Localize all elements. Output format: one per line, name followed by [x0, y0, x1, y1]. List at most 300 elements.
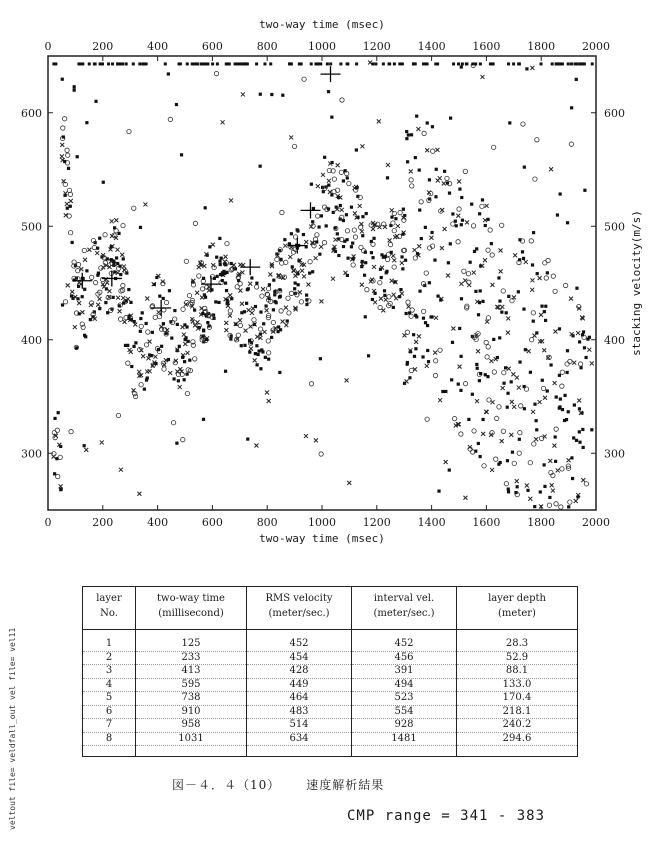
- semblance-marker: [116, 296, 120, 300]
- semblance-marker: [507, 367, 511, 371]
- semblance-marker: [262, 322, 265, 325]
- semblance-marker: [392, 229, 396, 233]
- semblance-marker: [218, 237, 221, 240]
- x-tick-label-top: 600: [201, 40, 223, 53]
- semblance-marker: [476, 349, 480, 353]
- semblance-marker: [485, 320, 489, 324]
- semblance-marker: [347, 181, 351, 185]
- semblance-marker: [312, 207, 315, 210]
- semblance-marker: [228, 309, 232, 313]
- semblance-marker: [574, 499, 578, 503]
- semblance-marker: [154, 362, 157, 365]
- semblance-marker: [299, 300, 303, 304]
- semblance-marker: [417, 334, 421, 338]
- semblance-marker: [391, 221, 395, 225]
- semblance-marker: [457, 179, 461, 183]
- semblance-marker: [535, 331, 538, 334]
- semblance-marker: [133, 320, 136, 323]
- semblance-marker: [377, 119, 381, 123]
- semblance-marker: [500, 439, 504, 443]
- semblance-marker: [120, 253, 124, 257]
- semblance-marker: [139, 317, 142, 320]
- semblance-marker: [330, 116, 333, 119]
- semblance-marker: [336, 232, 339, 235]
- semblance-marker: [255, 62, 258, 65]
- column-layer-depth: [457, 630, 578, 757]
- semblance-marker: [458, 327, 461, 330]
- semblance-marker: [444, 460, 448, 464]
- semblance-marker: [398, 295, 401, 298]
- table-cell: 6: [83, 706, 135, 720]
- semblance-marker: [141, 354, 145, 358]
- semblance-marker: [268, 283, 271, 286]
- semblance-marker: [457, 207, 461, 211]
- semblance-marker: [548, 496, 551, 499]
- semblance-marker: [499, 248, 503, 252]
- semblance-marker: [122, 257, 125, 260]
- semblance-marker: [379, 297, 383, 301]
- semblance-marker: [319, 245, 323, 249]
- semblance-marker: [251, 306, 255, 310]
- semblance-marker: [214, 71, 218, 75]
- semblance-marker: [400, 255, 403, 258]
- semblance-marker: [224, 321, 228, 325]
- semblance-marker: [542, 348, 546, 352]
- semblance-marker: [311, 220, 314, 223]
- semblance-marker: [145, 62, 148, 65]
- semblance-marker: [358, 225, 362, 229]
- semblance-marker: [499, 223, 503, 227]
- semblance-marker: [359, 245, 363, 249]
- semblance-marker: [469, 261, 472, 264]
- semblance-marker: [145, 297, 149, 301]
- semblance-marker: [121, 223, 125, 227]
- semblance-marker: [236, 333, 240, 337]
- column-rms-velocity: [247, 630, 352, 757]
- semblance-marker: [289, 291, 293, 295]
- semblance-marker: [529, 239, 533, 243]
- semblance-marker: [465, 220, 469, 224]
- semblance-marker: [107, 289, 111, 293]
- semblance-marker: [406, 160, 409, 163]
- x-tick-label-top: 1200: [362, 40, 391, 53]
- semblance-marker: [412, 333, 415, 336]
- semblance-marker: [372, 237, 375, 240]
- semblance-marker: [494, 457, 498, 461]
- semblance-marker: [272, 279, 275, 282]
- semblance-marker: [518, 360, 521, 363]
- semblance-marker: [361, 234, 364, 237]
- semblance-marker: [572, 436, 575, 439]
- semblance-marker: [175, 442, 178, 445]
- x-tick-label-bottom: 1000: [308, 516, 336, 529]
- table-cell: 428: [247, 665, 351, 679]
- semblance-marker: [55, 428, 59, 432]
- semblance-marker: [402, 333, 406, 337]
- semblance-marker: [240, 344, 243, 347]
- semblance-marker: [127, 129, 131, 133]
- semblance-marker: [559, 505, 563, 509]
- table-cell: 456: [352, 652, 456, 666]
- semblance-marker: [463, 496, 467, 500]
- semblance-marker: [538, 400, 542, 404]
- semblance-marker: [101, 62, 104, 65]
- semblance-marker: [371, 256, 374, 259]
- velocity-pick: [151, 300, 171, 316]
- semblance-marker: [553, 381, 557, 385]
- semblance-marker: [96, 247, 99, 250]
- semblance-marker: [122, 264, 126, 268]
- semblance-marker: [558, 405, 561, 408]
- semblance-marker: [501, 289, 505, 293]
- semblance-marker: [478, 301, 481, 304]
- semblance-marker: [449, 242, 452, 245]
- semblance-marker: [238, 318, 242, 322]
- semblance-marker: [132, 62, 135, 65]
- semblance-marker: [224, 255, 228, 259]
- semblance-marker: [94, 100, 97, 103]
- x-tick-label-top: 1000: [308, 40, 336, 53]
- header-interval-vel: interval vel. (meter/sec.): [352, 587, 457, 630]
- semblance-marker: [443, 227, 447, 231]
- semblance-marker: [355, 62, 358, 65]
- semblance-marker: [472, 271, 476, 275]
- x-tick-label-top: 1600: [472, 40, 501, 53]
- header-rms-velocity: RMS velocity (meter/sec.): [247, 587, 352, 630]
- semblance-marker: [83, 444, 86, 447]
- semblance-marker: [480, 75, 484, 79]
- semblance-marker: [420, 237, 423, 240]
- y-tick-label-left: 500: [21, 220, 42, 234]
- semblance-marker: [563, 419, 566, 422]
- x-tick-label-bottom: 1400: [417, 516, 446, 529]
- semblance-marker: [552, 444, 556, 448]
- semblance-marker: [458, 365, 462, 369]
- semblance-marker: [544, 319, 547, 322]
- semblance-marker: [168, 117, 172, 121]
- semblance-marker: [528, 497, 532, 501]
- semblance-marker: [184, 336, 187, 339]
- semblance-marker: [584, 482, 588, 486]
- semblance-marker: [541, 386, 545, 390]
- semblance-marker: [421, 355, 424, 358]
- x-tick-label-top: 800: [256, 40, 278, 53]
- semblance-marker: [160, 345, 163, 348]
- semblance-marker: [535, 138, 539, 142]
- semblance-marker: [277, 325, 280, 328]
- semblance-marker: [278, 371, 281, 374]
- semblance-marker: [579, 366, 582, 369]
- table-cell: 52.9: [457, 652, 577, 666]
- table-cell: 133.0: [457, 679, 577, 693]
- semblance-marker: [418, 169, 421, 172]
- semblance-marker: [263, 62, 266, 65]
- semblance-marker: [582, 330, 585, 333]
- semblance-marker: [460, 65, 463, 68]
- semblance-marker: [565, 362, 569, 366]
- semblance-marker: [181, 356, 184, 359]
- semblance-marker: [525, 67, 528, 70]
- semblance-marker: [322, 240, 326, 244]
- semblance-marker: [429, 236, 433, 240]
- semblance-marker: [186, 62, 189, 65]
- semblance-marker: [126, 344, 129, 347]
- semblance-marker: [543, 463, 546, 466]
- semblance-marker: [225, 289, 228, 292]
- semblance-marker: [267, 358, 270, 361]
- semblance-marker: [471, 224, 475, 228]
- semblance-marker: [361, 215, 364, 218]
- semblance-marker: [578, 362, 582, 366]
- semblance-marker: [416, 252, 419, 255]
- semblance-marker: [185, 373, 188, 376]
- semblance-marker: [70, 290, 74, 294]
- semblance-marker: [569, 142, 573, 146]
- semblance-marker: [512, 461, 516, 465]
- semblance-marker: [460, 223, 463, 226]
- semblance-marker: [543, 261, 547, 265]
- semblance-marker: [204, 206, 207, 209]
- semblance-marker: [456, 214, 460, 218]
- semblance-marker: [164, 300, 168, 304]
- semblance-marker: [177, 379, 180, 382]
- semblance-marker: [505, 311, 508, 314]
- semblance-marker: [506, 331, 510, 335]
- velocity-pick: [102, 270, 122, 286]
- semblance-marker: [513, 253, 517, 257]
- figure-caption: [172, 776, 410, 793]
- table-cell: 910: [136, 706, 246, 720]
- semblance-marker: [98, 237, 101, 240]
- y-tick-label-left: 600: [21, 106, 42, 120]
- semblance-marker: [500, 311, 503, 314]
- semblance-marker: [128, 315, 131, 318]
- semblance-marker: [150, 354, 153, 357]
- semblance-marker: [380, 253, 383, 256]
- semblance-marker: [125, 62, 128, 65]
- semblance-marker: [345, 378, 349, 382]
- semblance-marker: [137, 370, 141, 374]
- semblance-marker: [475, 247, 478, 250]
- semblance-marker: [139, 383, 143, 387]
- semblance-marker: [442, 181, 446, 185]
- semblance-marker: [69, 205, 72, 208]
- semblance-marker: [433, 359, 437, 363]
- semblance-marker: [96, 274, 99, 277]
- semblance-marker: [496, 356, 499, 359]
- semblance-marker: [305, 298, 308, 301]
- table-cell: 125: [136, 638, 246, 652]
- semblance-marker: [526, 489, 529, 492]
- semblance-marker: [162, 322, 165, 325]
- semblance-marker: [579, 62, 582, 65]
- semblance-marker: [416, 127, 420, 131]
- semblance-marker: [110, 245, 113, 248]
- table-cell: 464: [247, 692, 351, 706]
- semblance-marker: [201, 312, 204, 315]
- semblance-marker: [543, 396, 547, 400]
- semblance-marker: [433, 351, 437, 355]
- semblance-marker: [226, 299, 229, 302]
- semblance-marker: [492, 62, 495, 65]
- semblance-marker: [293, 274, 297, 278]
- semblance-marker: [426, 349, 429, 352]
- column-interval-vel: [352, 630, 457, 757]
- semblance-marker: [388, 242, 392, 246]
- semblance-marker: [261, 287, 265, 291]
- semblance-marker: [483, 258, 487, 262]
- semblance-marker: [590, 428, 593, 431]
- semblance-marker: [350, 206, 353, 209]
- semblance-marker: [507, 487, 510, 490]
- semblance-marker: [409, 314, 413, 318]
- semblance-marker: [409, 368, 413, 372]
- semblance-marker: [137, 492, 141, 496]
- semblance-marker: [461, 219, 464, 222]
- semblance-marker: [281, 94, 284, 97]
- semblance-marker: [484, 340, 488, 344]
- semblance-marker: [396, 224, 400, 228]
- semblance-marker: [268, 273, 272, 277]
- semblance-marker: [427, 360, 430, 363]
- semblance-marker: [448, 192, 451, 195]
- semblance-marker: [440, 208, 444, 212]
- semblance-marker: [434, 62, 437, 65]
- semblance-marker: [294, 281, 297, 284]
- semblance-marker: [283, 244, 287, 248]
- semblance-marker: [67, 167, 70, 170]
- semblance-marker: [563, 283, 567, 287]
- y-tick-label-left: 400: [21, 333, 42, 347]
- semblance-marker: [482, 464, 486, 468]
- semblance-marker: [337, 254, 340, 257]
- semblance-marker: [319, 299, 323, 303]
- semblance-marker: [221, 279, 224, 282]
- semblance-marker: [590, 361, 594, 365]
- semblance-marker: [364, 315, 367, 318]
- semblance-marker: [345, 213, 348, 216]
- semblance-marker: [286, 296, 290, 300]
- semblance-marker: [497, 463, 500, 466]
- semblance-marker: [487, 398, 491, 402]
- semblance-marker: [85, 121, 88, 124]
- semblance-points: [52, 61, 594, 510]
- semblance-marker: [153, 355, 157, 359]
- semblance-marker: [518, 438, 521, 441]
- semblance-marker: [546, 389, 549, 392]
- semblance-marker: [205, 338, 208, 341]
- semblance-marker: [378, 305, 382, 309]
- semblance-marker: [367, 354, 370, 357]
- semblance-marker: [247, 287, 250, 290]
- semblance-marker: [388, 62, 391, 65]
- semblance-marker: [120, 62, 123, 65]
- figure-title: 速度解析結果: [306, 778, 385, 792]
- semblance-marker: [504, 366, 507, 369]
- semblance-marker: [358, 204, 362, 208]
- semblance-marker: [107, 62, 110, 65]
- semblance-marker: [311, 270, 314, 273]
- semblance-marker: [521, 250, 524, 253]
- semblance-marker: [116, 413, 120, 417]
- header-two-way-time: two-way time (millisecond): [136, 587, 247, 630]
- semblance-marker: [479, 372, 482, 375]
- semblance-marker: [510, 380, 513, 383]
- semblance-marker: [390, 216, 393, 219]
- semblance-marker: [551, 274, 555, 278]
- semblance-marker: [405, 312, 408, 315]
- semblance-marker: [539, 490, 542, 493]
- semblance-marker: [123, 320, 127, 324]
- semblance-marker: [586, 338, 589, 341]
- semblance-marker: [446, 273, 450, 277]
- semblance-marker: [253, 358, 257, 362]
- semblance-marker: [410, 184, 414, 188]
- semblance-marker: [422, 317, 425, 320]
- table-cell: 8: [83, 733, 135, 747]
- semblance-marker: [81, 295, 84, 298]
- semblance-marker: [193, 221, 197, 225]
- semblance-marker: [414, 347, 417, 350]
- semblance-marker: [467, 418, 470, 421]
- table-cell: 514: [247, 719, 351, 733]
- semblance-marker: [127, 288, 130, 291]
- semblance-marker: [284, 306, 288, 310]
- semblance-marker: [481, 418, 484, 421]
- semblance-marker: [582, 446, 585, 449]
- semblance-marker: [273, 290, 276, 293]
- semblance-marker: [405, 130, 408, 133]
- semblance-marker: [265, 390, 269, 394]
- x-tick-label-top: 1400: [417, 40, 446, 53]
- semblance-marker: [153, 315, 157, 319]
- semblance-marker: [489, 62, 492, 65]
- semblance-marker: [573, 403, 576, 406]
- semblance-marker: [147, 356, 151, 360]
- semblance-marker: [347, 481, 351, 485]
- semblance-marker: [572, 361, 576, 365]
- semblance-marker: [75, 346, 78, 349]
- semblance-marker: [553, 329, 557, 333]
- semblance-marker: [581, 428, 584, 431]
- semblance-marker: [554, 460, 557, 463]
- semblance-marker: [221, 120, 225, 124]
- semblance-marker: [305, 303, 308, 306]
- semblance-marker: [504, 481, 508, 485]
- semblance-marker: [229, 198, 233, 202]
- semblance-marker: [383, 294, 386, 297]
- semblance-marker: [211, 62, 214, 65]
- semblance-marker: [65, 148, 69, 152]
- semblance-marker: [441, 390, 444, 393]
- semblance-marker: [448, 468, 451, 471]
- semblance-marker: [548, 459, 552, 463]
- semblance-marker: [370, 278, 374, 282]
- semblance-marker: [471, 393, 474, 396]
- semblance-marker: [323, 156, 326, 159]
- semblance-marker: [340, 208, 344, 212]
- semblance-marker: [280, 210, 284, 214]
- semblance-marker: [532, 442, 536, 446]
- semblance-marker: [451, 326, 455, 330]
- semblance-marker: [255, 363, 258, 366]
- semblance-marker: [319, 452, 323, 456]
- semblance-marker: [554, 502, 558, 506]
- semblance-marker: [400, 261, 404, 265]
- semblance-marker: [371, 62, 374, 65]
- semblance-marker: [216, 62, 219, 65]
- table-cell: 523: [352, 692, 456, 706]
